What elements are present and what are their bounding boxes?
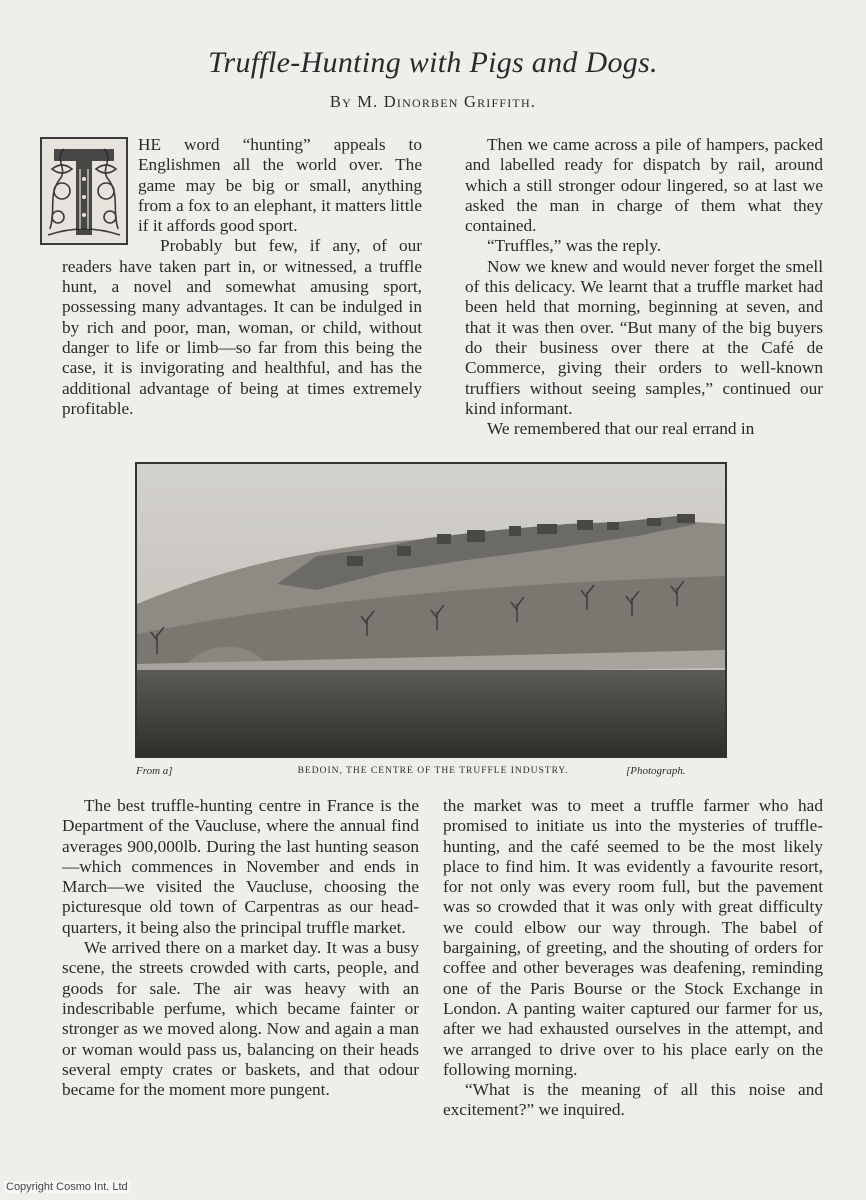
- column-1: [62, 135, 422, 419]
- paragraph: HE word “hunting” appeals to Englishmen all the world over. The game may be big or small, anything from a fox to an elephant, it matters little if it affords good sport.: [138, 135, 422, 236]
- paragraph: Probably but few, if any, of our readers have taken part in, or witnessed, a truffle hunt, a novel and somewhat amusing sport, possessing many advantages. It can be indulged in by rich and poor, man, woman, or child, without danger to life or limb—so far from this being the case, it is invigorating and healthful, and has the additional advantage of being at times extremely profitable.: [62, 236, 422, 418]
- caption-source: From a]: [136, 765, 173, 777]
- paragraph: Then we came across a pile of hampers, packed and labelled ready for dispatch by rail, around which a still stronger odour lingered, so at last we asked the man in charge of them what they contained.: [465, 135, 823, 236]
- landscape-photograph: [135, 462, 727, 758]
- paragraph: We remembered that our real errand in: [487, 419, 755, 439]
- article-title: Truffle-Hunting with Pigs and Dogs.: [208, 46, 658, 79]
- paragraph: Now we knew and would never forget the smell of this delicacy. We learnt that a truffle market had been held that morning, beginning at seven, and that it was then over. “But many of the big buyers do their business over there at the Café de Commerce, giving their orders to well-known truffiers without seeing samples,” continued our kind informant.: [465, 256, 823, 418]
- paragraph: We arrived there on a market day. It was a busy scene, the streets crowded with carts, people, and goods for sale. The air was heavy with an indescribable perfume, which became fainter or stronger as we moved along. Now and again a man or woman would pass us, balancing on their heads several empty crates or baskets, and that odour became for the moment more pungent.: [62, 938, 419, 1100]
- paragraph: “Truffles,” was the reply.: [487, 236, 662, 256]
- column-4: [443, 796, 823, 1121]
- byline: By M. Dinorben Griffith.: [329, 92, 537, 111]
- paragraph: The best truffle-hunting centre in France is the Department of the Vaucluse, where the annual find averages 900,000lb. During the last hunting season—which commences in November and ends in March—we visited the Vaucluse, choosing the picturesque old town of Carpentras as our head-quarters, it being also the principal truffle market.: [62, 796, 419, 937]
- copyright-watermark: Copyright Cosmo Int. Ltd: [6, 1181, 128, 1193]
- caption-credit: [Photograph.: [626, 765, 686, 777]
- paragraph: “What is the meaning of all this noise and excitement?” we inquired.: [443, 1080, 823, 1120]
- ornamental-dropcap: [40, 137, 128, 245]
- column-2: [465, 135, 823, 439]
- floral-ornament-icon: [42, 139, 126, 243]
- hillside-town-photo: [137, 464, 725, 756]
- column-3: [62, 796, 419, 1100]
- figure-caption: BEDOIN, THE CENTRE OF THE TRUFFLE INDUSTRY.: [297, 766, 569, 776]
- paragraph: the market was to meet a truffle farmer who had promised to initiate us into the mysteries of truffle-hunting, and the café seemed to be the most likely place to find him. It was evidently a favourite resort, for not only was every room full, but the pavement was so crowded that it was only with great difficulty we could elbow our way through. The babel of bargaining, of greeting, and the shouting of orders for coffee and other beverages was deafening, reminding one of the Paris Bourse or the Stock Exchange in London. A panting waiter captured our farmer for us, after we had exhausted ourselves in the attempt, and we arranged to drive over to his place early on the following morning.: [443, 796, 823, 1079]
